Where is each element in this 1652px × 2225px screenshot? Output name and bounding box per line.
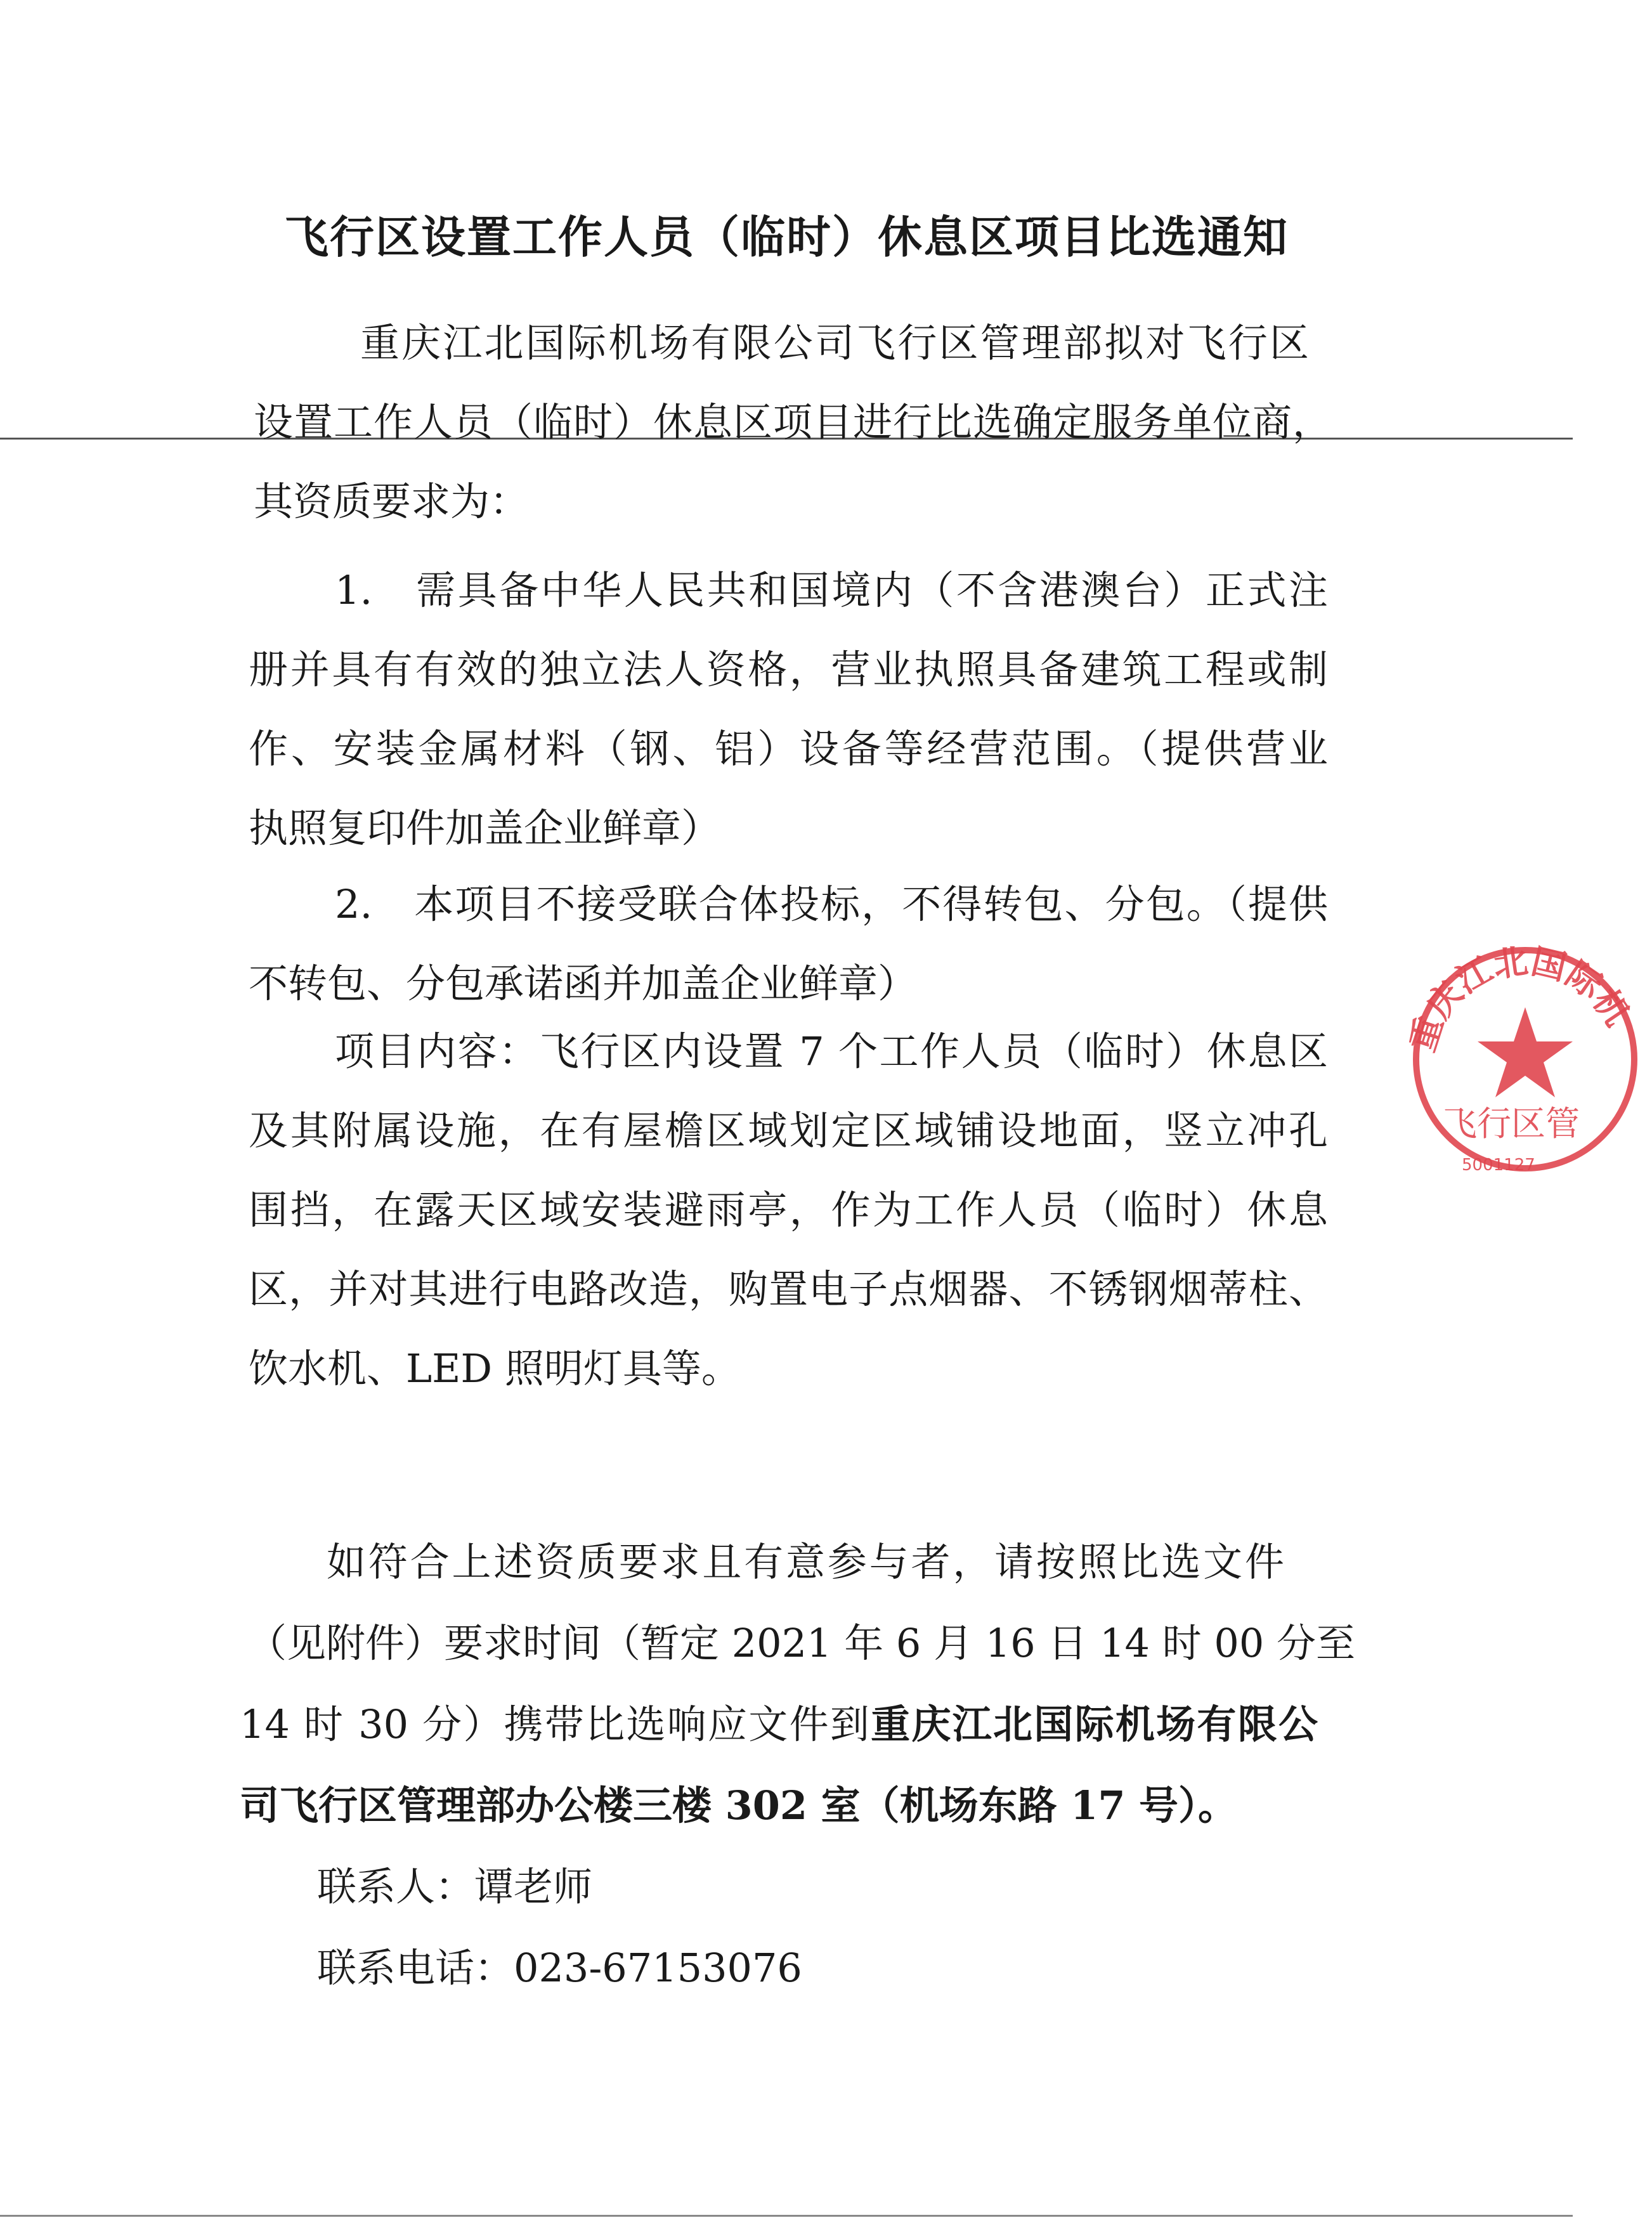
invite-venue-text: 重庆江北国际机场有限公 — [871, 1701, 1318, 1747]
requirement-2-line-1: 2. 本项目不接受联合体投标，不得转包、分包。（提供 — [335, 881, 1328, 927]
content-line-3: 围挡，在露天区域安装避雨亭，作为工作人员（临时）休息 — [249, 1187, 1328, 1233]
intro-line-1: 重庆江北国际机场有限公司飞行区管理部拟对飞行区 — [360, 320, 1309, 366]
intro-line-3: 其资质要求为： — [254, 478, 530, 525]
document-title: 飞行区设置工作人员（临时）休息区项目比选通知 — [284, 211, 1289, 263]
requirement-1-line-1: 1. 需具备中华人民共和国境内（不含港澳台）正式注 — [335, 567, 1328, 613]
content-line-4: 区，并对其进行电路改造，购置电子点烟器、不锈钢烟蒂柱、 — [249, 1266, 1328, 1312]
invite-line-1: 如符合上述资质要求且有意参与者，请按照比选文件 — [327, 1539, 1284, 1585]
intro-line-2: 设置工作人员（临时）休息区项目进行比选确定服务单位商， — [254, 399, 1332, 445]
invite-line-3 — [240, 1685, 1318, 1764]
content-line-5: 饮水机、LED 照明灯具等。 — [249, 1345, 741, 1392]
content-line-1: 项目内容：飞行区内设置 7 个工作人员（临时）休息区 — [335, 1028, 1328, 1074]
contact-person: 联系人：谭老师 — [317, 1863, 593, 1910]
requirement-1-line-4: 执照复印件加盖企业鲜章） — [249, 805, 721, 851]
seal-star-icon — [1478, 1007, 1573, 1097]
seal-top-text: 重庆江北国际机 — [1402, 940, 1638, 1057]
invite-line-2: （见附件）要求时间（暂定 2021 年 6 月 16 日 14 时 00 分至 — [247, 1620, 1355, 1666]
content-line-2: 及其附属设施，在有屋檐区域划定区域铺设地面，竖立冲孔 — [249, 1107, 1328, 1154]
requirement-1-line-2: 册并具有有效的独立法人资格，营业执照具备建筑工程或制 — [249, 646, 1328, 693]
invite-line-4: 司飞行区管理部办公楼三楼 302 室（机场东路 17 号）。 — [240, 1782, 1238, 1829]
contact-phone: 联系电话：023-67153076 — [317, 1945, 802, 1991]
invite-line-3-text: 14 时 30 分）携带比选响应文件到 — [240, 1701, 871, 1747]
company-seal-stamp — [1398, 932, 1652, 1186]
requirement-2-line-2: 不转包、分包承诺函并加盖企业鲜章） — [249, 960, 918, 1007]
requirement-1-line-3: 作、安装金属材料（钢、铝）设备等经营范围。（提供营业 — [249, 726, 1328, 772]
seal-number-text: 5001127 — [1462, 1156, 1535, 1175]
seal-mid-text: 飞行区管 — [1443, 1104, 1580, 1144]
scan-bottom-line — [0, 2215, 1573, 2217]
